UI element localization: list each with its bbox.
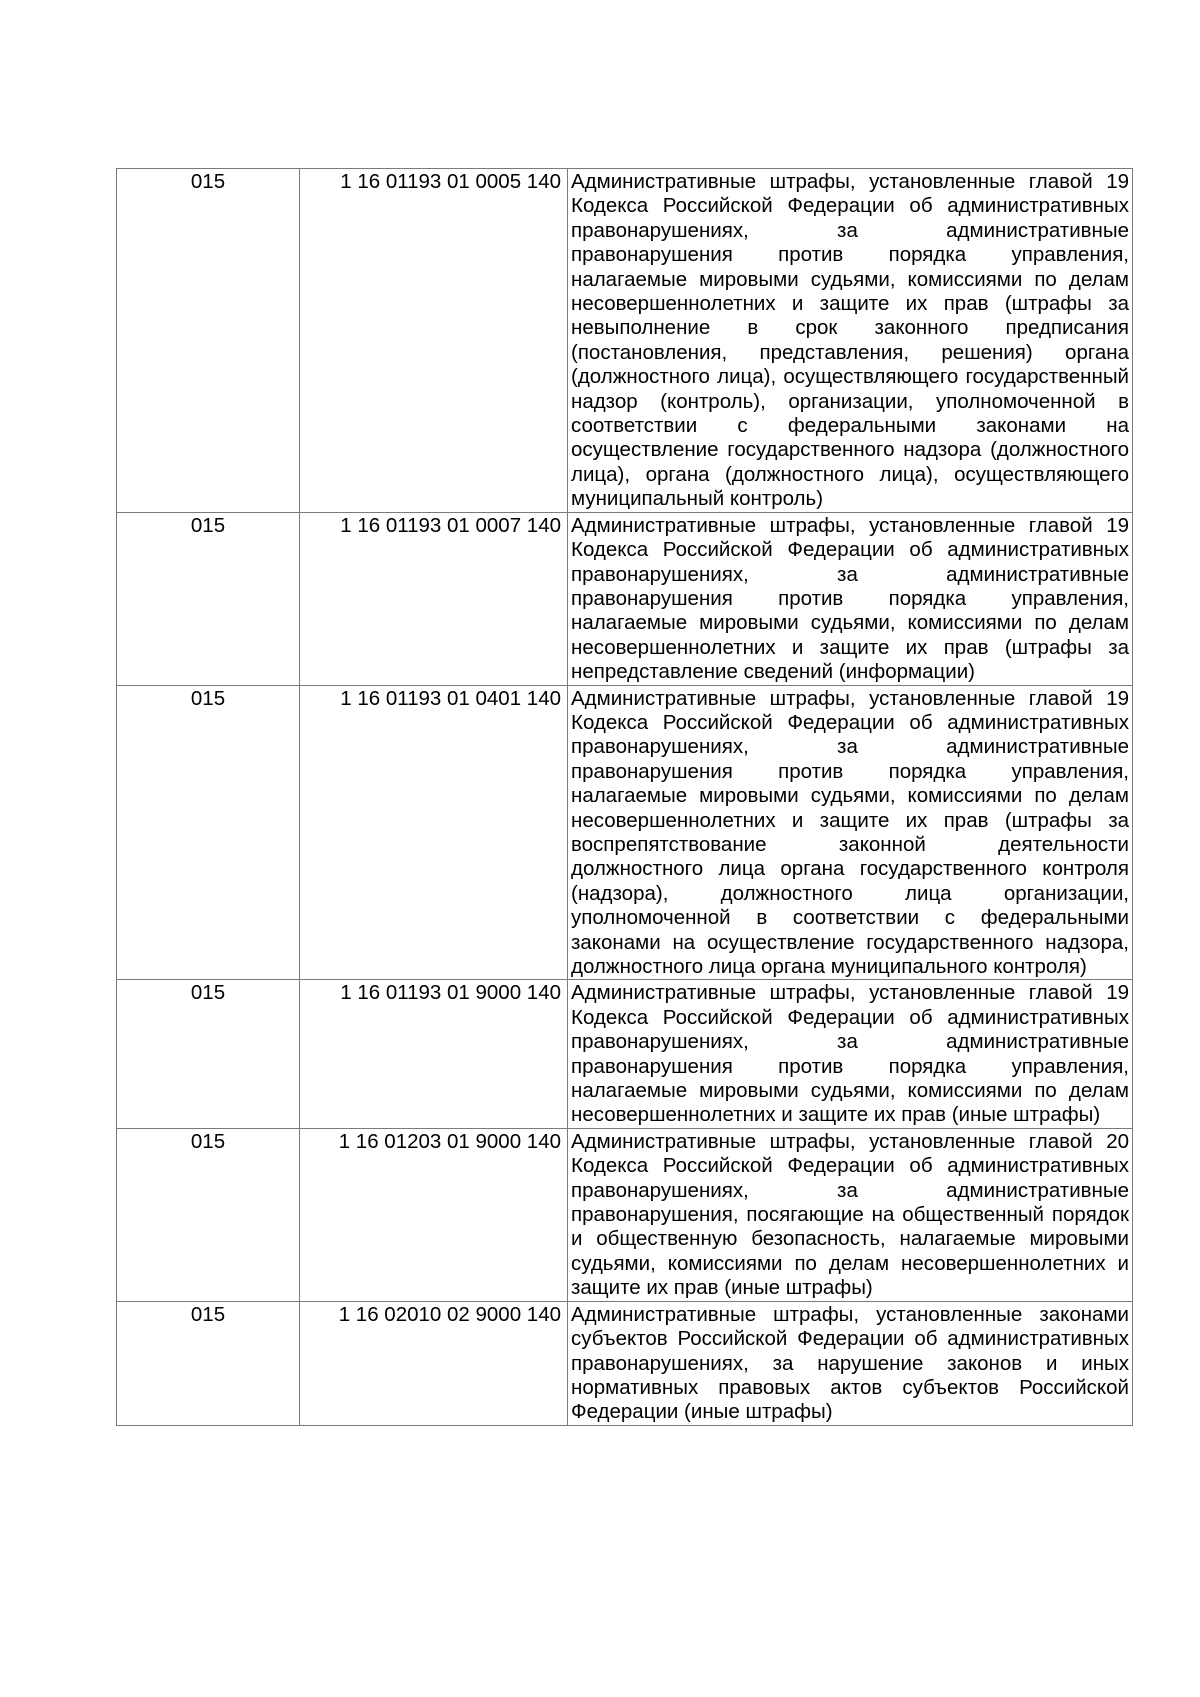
income-name: Административные штрафы, установленные главой 19 Кодекса Российской Федерации об административных правонарушениях, за административные правонарушения против порядка управления, налагаемые мировыми судьями, комиссиями по делам несовершеннолетних и защите их прав (штрафы за невыполнение в срок законного предписания (постановления, представления, решения) органа (должностного лица), осуществляющего государственный надзор (контроль), организации, уполномоченной в соответствии с федеральными законами на осуществление государственного надзора (должностного лица), органа (должностного лица), осуществляющего муниципальный контроль) — [571, 170, 1129, 511]
table-row — [117, 169, 1133, 513]
income-name: Административные штрафы, установленные главой 20 Кодекса Российской Федерации об административных правонарушениях, за административные правонарушения, посягающие на общественный порядок и общественную безопасность, налагаемые мировыми судьями, комиссиями по делам несовершеннолетних и защите их прав (иные штрафы) — [571, 1129, 1129, 1300]
income-name-cell — [568, 685, 1133, 980]
table-row — [117, 980, 1133, 1128]
income-name: Административные штрафы, установленные законами субъектов Российской Федерации об административных правонарушениях, за нарушение законов и иных нормативных правовых актов субъектов Российской Федерации (иные штрафы) — [571, 1302, 1129, 1424]
table-row — [117, 1128, 1133, 1301]
income-name-cell — [568, 1128, 1133, 1301]
income-name-cell — [568, 169, 1133, 513]
table-row — [117, 1301, 1133, 1425]
table-row — [117, 685, 1133, 980]
budget-classification-code: 1 16 02010 02 9000 140 — [300, 1301, 568, 1425]
table-row — [117, 512, 1133, 685]
administrator-code: 015 — [117, 685, 300, 980]
income-name-cell — [568, 512, 1133, 685]
administrator-code: 015 — [117, 980, 300, 1128]
budget-classification-code: 1 16 01193 01 0401 140 — [300, 685, 568, 980]
administrator-code: 015 — [117, 169, 300, 513]
income-name: Административные штрафы, установленные главой 19 Кодекса Российской Федерации об административных правонарушениях, за административные правонарушения против порядка управления, налагаемые мировыми судьями, комиссиями по делам несовершеннолетних и защите их прав (штрафы за непредставление сведений (информации) — [571, 513, 1129, 684]
budget-classification-code: 1 16 01193 01 9000 140 — [300, 980, 568, 1128]
administrator-code: 015 — [117, 1128, 300, 1301]
budget-codes-table — [116, 168, 1133, 1426]
income-name-cell — [568, 1301, 1133, 1425]
income-name: Административные штрафы, установленные главой 19 Кодекса Российской Федерации об административных правонарушениях, за административные правонарушения против порядка управления, налагаемые мировыми судьями, комиссиями по делам несовершеннолетних и защите их прав (штрафы за воспрепятствование законной деятельности должностного лица органа государственного контроля (надзора), должностного лица организации, уполномоченной в соответствии с федеральными законами на осуществление государственного надзора, должностного лица органа муниципального контроля) — [571, 686, 1129, 978]
budget-classification-code: 1 16 01193 01 0005 140 — [300, 169, 568, 513]
administrator-code: 015 — [117, 1301, 300, 1425]
budget-classification-code: 1 16 01203 01 9000 140 — [300, 1128, 568, 1301]
administrator-code: 015 — [117, 512, 300, 685]
income-name-cell — [568, 980, 1133, 1128]
income-name: Административные штрафы, установленные главой 19 Кодекса Российской Федерации об административных правонарушениях, за административные правонарушения против порядка управления, налагаемые мировыми судьями, комиссиями по делам несовершеннолетних и защите их прав (иные штрафы) — [571, 981, 1129, 1127]
budget-classification-code: 1 16 01193 01 0007 140 — [300, 512, 568, 685]
